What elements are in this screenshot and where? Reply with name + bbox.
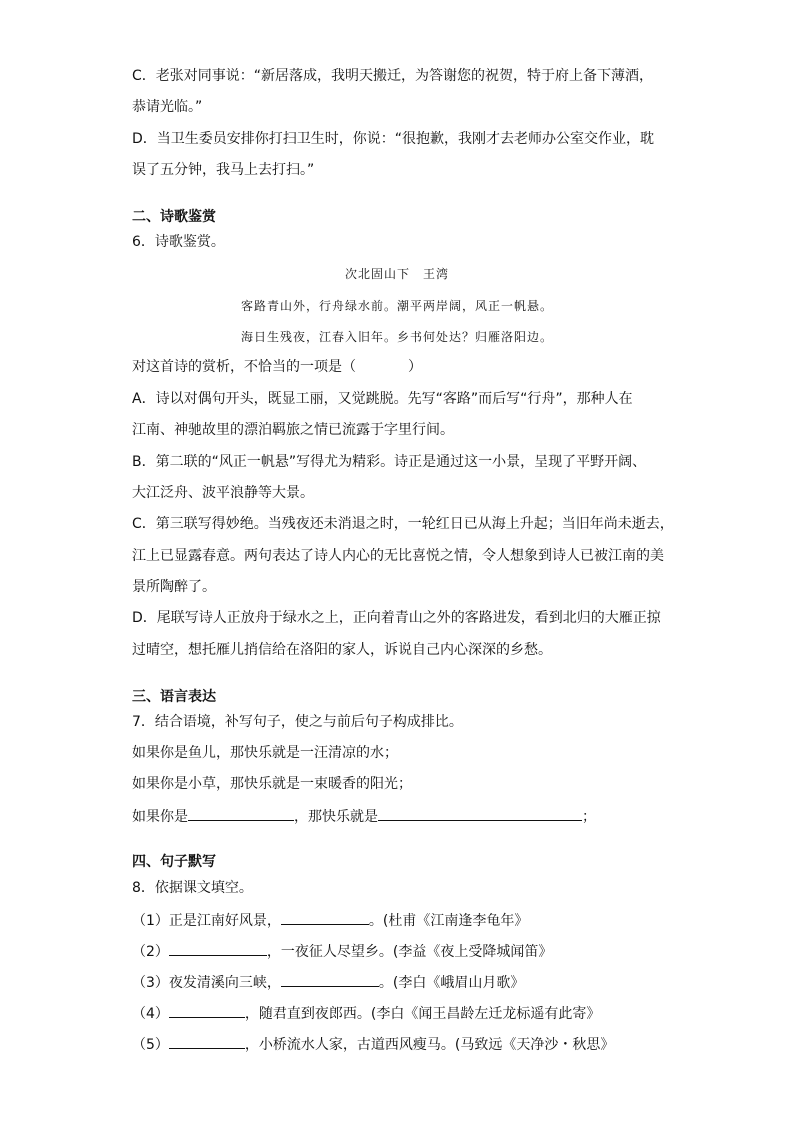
q6-option-a-line1: A．诗以对偶句开头，既显工丽，又觉跳脱。先写“客路”而后写“行舟”，那种人在 [132,391,633,407]
section-heading-recitation: 四、句子默写 [132,854,216,870]
poem-title: 次北固山下 王湾 [344,267,449,281]
q8-item-4 [132,1003,600,1023]
poem-line-2: 海日生残夜，江春入旧年。乡书何处达？归雁洛阳边。 [240,330,553,344]
q5-option-c-line1: C．老张对同事说：“新居落成，我明天搬迁，为答谢您的祝贺，特于府上备下薄酒， [132,68,654,84]
q6-option-b-line2: 大江泛舟、波平浪静等大景。 [132,485,314,501]
q6-option-d-line2: 过晴空，想托雁儿捎信给在洛阳的家人，诉说自己内心深深的乡愁。 [132,642,552,658]
q8-stem: 8．依据课文填空。 [132,880,253,896]
q6-option-c-line3: 景所陶醉了。 [132,579,216,595]
q8-item-2 [132,941,552,961]
q8-item-2-start: （2） [132,944,169,960]
q7-line-3-middle: ，那快乐就是 [294,809,378,825]
q7-stem: 7．结合语境，补写句子，使之与前后句子构成排比。 [132,714,463,730]
q6-option-c-line1: C．第三联写得妙绝。当残夜还未消退之时，一轮红日已从海上升起；当旧年尚未逝去， [132,516,674,532]
q7-line-1: 如果你是鱼儿，那快乐就是一汪清凉的水； [132,745,398,761]
q8-item-2-source: ，一夜征人尽望乡。(李益《夜上受降城闻笛》 [266,944,553,960]
q8-item-3-start: （3）夜发清溪向三峡， [132,975,281,991]
q8-blank-1[interactable] [281,910,369,925]
q7-line-3-start: 如果你是 [132,809,188,825]
poem-line-1: 客路青山外，行舟绿水前。潮平两岸阔，风正一帆悬。 [240,299,553,313]
q8-item-1 [132,910,528,930]
q5-option-c-line2: 恭请光临。” [132,99,203,115]
q6-option-d-line1: D．尾联写诗人正放舟于绿水之上，正向着青山之外的客路进发，看到北归的大雁正掠 [132,610,661,626]
section-heading-language: 三、语言表达 [132,689,216,705]
q8-item-1-source: 。(杜甫《江南逢李龟年》 [368,913,529,929]
q7-line-3 [132,806,596,826]
section-heading-poetry: 二、诗歌鉴赏 [132,209,216,225]
q8-item-3 [132,972,524,992]
q8-blank-4[interactable] [169,1003,245,1018]
q7-blank-2[interactable] [378,806,582,821]
q6-question-close: ） [408,359,422,375]
q8-item-3-source: 。(李白《峨眉山月歌》 [378,975,525,991]
q8-item-4-source: ，随君直到夜郎西。(李白《闻王昌龄左迁龙标遥有此寄》 [244,1006,601,1022]
q7-blank-1[interactable] [188,806,294,821]
q8-blank-5[interactable] [169,1034,245,1049]
q7-line-2: 如果你是小草，那快乐就是一束暖香的阳光； [132,776,412,792]
q8-item-4-start: （4） [132,1006,169,1022]
q8-blank-3[interactable] [281,972,379,987]
q5-option-d-line1: D．当卫生委员安排你打扫卫生时，你说：“很抱歉，我刚才去老师办公室交作业，耽 [132,131,655,147]
q8-item-5 [132,1034,614,1054]
q7-line-3-end: ； [582,809,596,825]
q5-option-d-line2: 误了五分钟，我马上去打扫。” [132,162,315,178]
q8-blank-2[interactable] [169,941,267,956]
q6-question [132,358,422,376]
q6-option-c-line2: 江上已显露春意。两句表达了诗人内心的无比喜悦之情，令人想象到诗人已被江南的美 [132,548,664,564]
q6-option-b-line1: B．第二联的“风正一帆悬”写得尤为精彩。诗正是通过这一小景，呈现了平野开阔、 [132,454,647,470]
q6-option-a-line2: 江南、神驰故里的漂泊羁旅之情已流露于字里行间。 [132,422,454,438]
q6-stem: 6．诗歌鉴赏。 [132,234,225,250]
q8-item-1-start: （1）正是江南好风景， [132,913,281,929]
q6-question-text: 对这首诗的赏析，不恰当的一项是（ [132,359,356,375]
q8-item-5-start: （5） [132,1037,169,1053]
q8-item-5-source: ，小桥流水人家，古道西风瘦马。(马致远《天净沙・秋思》 [244,1037,615,1053]
